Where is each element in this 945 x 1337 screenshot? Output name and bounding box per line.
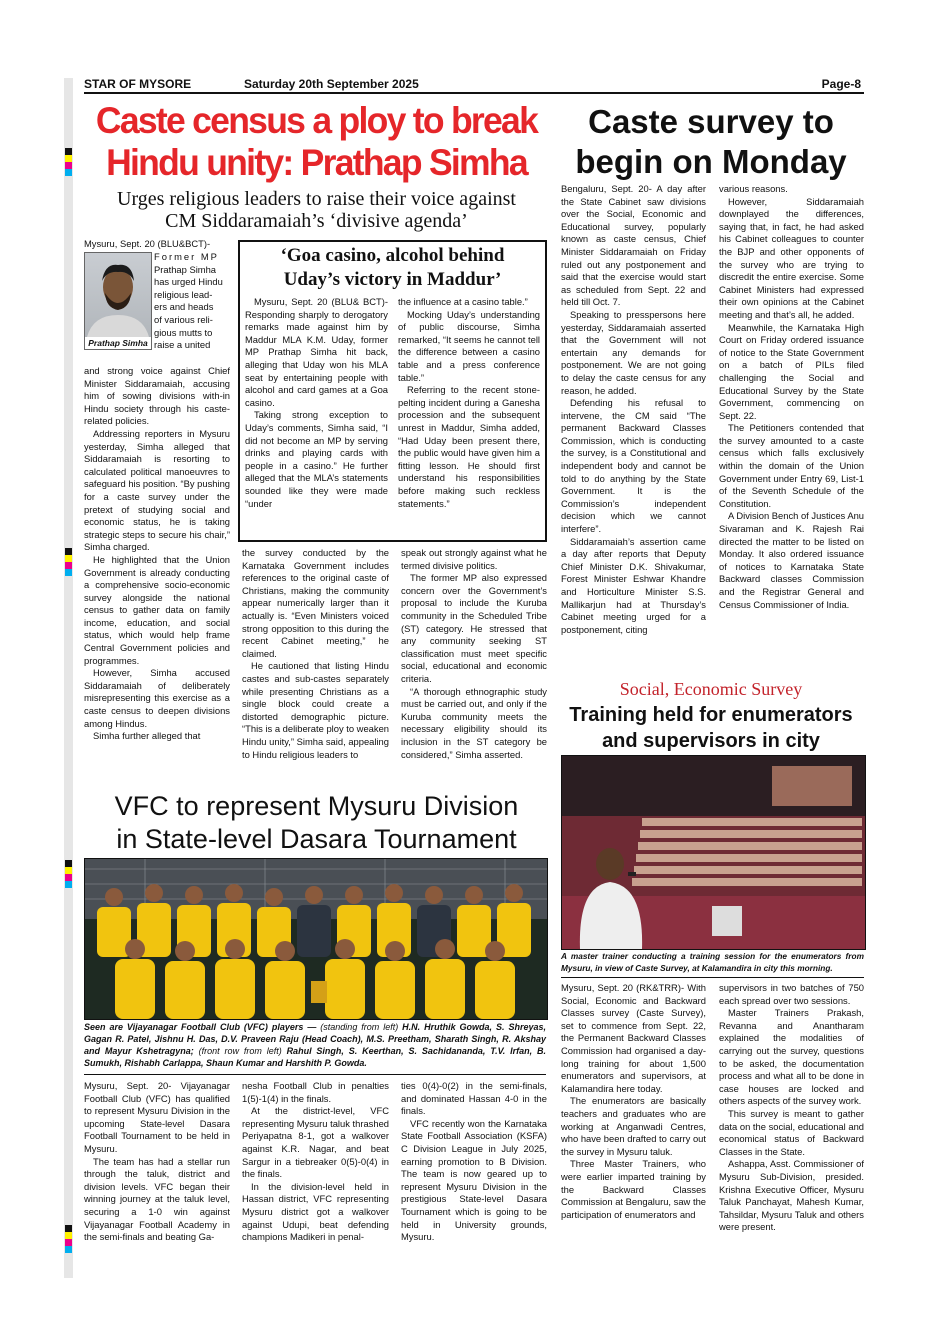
paragraph: The enumerators are basically teachers and graduates who are working at Anganwadi Centres, who have been drafted to carry out the survey in Mysuru taluk. bbox=[561, 1095, 706, 1157]
caption-standing-note: (standing from left) bbox=[320, 1022, 399, 1032]
auditorium-scene-icon bbox=[562, 756, 865, 949]
paragraph: Defending his refusal to intervene, the CM said “The permanent Backward Classes Commission, which is conducting the survey, is a Constitutional and independent body and cannot be told to do anything by the State Government. It is the Commission’s independent decision which we cannot interfere”. bbox=[561, 397, 706, 535]
story1-col1 bbox=[84, 365, 230, 785]
story1-deck bbox=[84, 188, 549, 232]
paragraph: Mysuru, Sept. 20 (BLU& BCT)- Responding sharply to derogatory remarks made against him by Maddur MLA K.M. Uday, former MP Prathap Simha hit back, alleging that Uday won his MLA seat by entertaining people with alcohol and card games at a Goa casino. bbox=[245, 296, 388, 408]
story1-deck-line1: Urges religious leaders to raise their voice against bbox=[117, 188, 516, 210]
paragraph: speak out strongly against what he termed divisive politics. bbox=[401, 547, 547, 571]
paragraph: In the division-level held in Hassan district, VFC representing Mysuru district got a walkover against Udupi, beat defending champions Madikeri in penal- bbox=[242, 1180, 389, 1243]
box-title-line1: ‘Goa casino, alcohol behind bbox=[280, 245, 505, 266]
paragraph: He highlighted that the Union Government is already conducting a comprehensive socio-economic survey alongside the national census to gather data on family income, education, and social status, which would help frame Central Government policies and programmes. bbox=[84, 553, 230, 666]
caption-front: Rahul Singh, S. Keerthan, S. Sachidananda, T.V. Irfan, B. Sumukh, Rishabh Carlappa, Shaun Kumar and Harshith P. Gowda. bbox=[84, 1046, 546, 1068]
story1-col1-wrap-lines bbox=[154, 251, 230, 352]
portrait-icon bbox=[85, 253, 151, 337]
paragraph: the survey conducted by the Karnataka Government includes references to the original caste of Christians, making the community appear numerically larger than it actually is. “Even Ministers voiced strong opposition to this during the recent Cabinet meeting,” he claimed. bbox=[242, 547, 389, 659]
paragraph: the influence at a casino table.” bbox=[398, 296, 528, 307]
paragraph: various reasons. bbox=[719, 183, 788, 194]
page-number: Page-8 bbox=[821, 77, 861, 91]
story3-col2 bbox=[719, 982, 864, 1267]
story1-deck-line2: CM Siddaramaiah’s ‘divisive agenda’ bbox=[165, 210, 468, 232]
paragraph: However, Simha accused Siddaramaiah of deliberately misrepresenting this exercise as a caste census to deepen divisions among Hindus. bbox=[84, 667, 230, 729]
story4-col2 bbox=[242, 1080, 389, 1268]
masthead-rule bbox=[84, 92, 864, 94]
caption-standing: H.N. Hruthik Gowda, S. Shreyas, Gagan R. Patel, Jishnu H. Das, D.V. Praveen Raju (Head Coach), M.S. Preetham, Sharath Singh, R. Akshay and Mayur Kshetragyna; bbox=[84, 1022, 546, 1056]
paragraph: supervisors in two batches of 750 each spread over two sessions. bbox=[719, 982, 864, 1006]
paragraph: He cautioned that listing Hindu castes and sub-castes separately while presenting Christians as a single block could create a distorted demographic picture. “This is a deliberate ploy to weaken Hindu unity,” Simha said, appealing to Hindu religious leaders to bbox=[242, 660, 389, 760]
box-title-line2: Uday’s victory in Maddur’ bbox=[283, 269, 502, 290]
paragraph: Simha further alleged that bbox=[93, 730, 201, 742]
paragraph: Three Master Trainers, who were earlier imparted training by the Backward Classes Commission at Bengaluru, saw the participation of enumerators and bbox=[561, 1158, 706, 1220]
wrap-line: of various reli- bbox=[154, 313, 213, 325]
paragraph: This survey is meant to gather data on the social, educational and economical status of Backward Classes in the State. bbox=[719, 1107, 864, 1157]
wrap-line: Prathap Simha bbox=[154, 263, 217, 275]
paragraph: The former MP also expressed concern over the Government’s proposal to include the Kuruba community in the Scheduled Tribe (ST) category. He stressed that any community seeking ST classification must meet specific social, educational and economic criteria. bbox=[401, 572, 547, 684]
story2-headline bbox=[556, 102, 866, 182]
vfc-photo-caption bbox=[84, 1021, 546, 1069]
story3-headline-line2: and supervisors in city bbox=[602, 730, 820, 752]
paragraph: A Division Bench of Justices Anu Sivaraman and K. Rajesh Rai directed the matter to be listed on Monday. It also ordered issuance of notices to Karnataka State Backward classes Commission and the Registrar General and Census Commissioner of India. bbox=[719, 510, 864, 610]
story1-headline bbox=[93, 100, 539, 184]
story2-headline-line2: begin on Monday bbox=[575, 143, 847, 180]
paragraph: VFC recently won the Karnataka State Football Association (KSFA) C Division League in July 2025, earning promotion to B Division. The team is now geared up to represent Mysuru Division in the prestigious State-level Dasara Tournament which is going to be held in University grounds, Mysuru. bbox=[401, 1117, 547, 1243]
paragraph: Speaking to presspersons here yesterday, Siddaramaiah asserted that the Government will not entertain any demands for postponement. We are not going to delay the caste census for any reason, he added. bbox=[561, 308, 706, 396]
football-team-scene-icon bbox=[85, 859, 547, 1019]
goa-casino-box-title bbox=[240, 244, 545, 292]
paragraph: Mysuru, Sept. 20- Vijayanagar Football Club (VFC) has qualified to represent Mysuru Division in the upcoming State-level Dasara Football Tournament to be held in Mysuru. bbox=[84, 1080, 230, 1154]
story1-dateline: Mysuru, Sept. 20 (BLU&BCT)- bbox=[84, 238, 211, 249]
story2-headline-line1: Caste survey to bbox=[588, 103, 834, 140]
training-caption-rule bbox=[561, 977, 864, 978]
paragraph: However, Siddaramaiah downplayed the differences, saying that, in fact, he had asked his Cabinet colleagues to counter the BJP and other opponents of the survey who are trying to discredit the entire exercise. Some Cabinet Ministers had expressed their own opinions at the Cabinet meeting and that’s all, he added. bbox=[719, 195, 864, 320]
registration-mark bbox=[65, 1225, 72, 1253]
paragraph: Siddaramaiah’s assertion came a day after reports that Deputy Chief Minister D.K. Shivakumar, Forest Minister Eshwar Khandre and Horticulture Minister S.S. Mallikarjun had at Thursday’s Cabinet meeting urged for a postponement, citing bbox=[561, 535, 706, 635]
story1-col3 bbox=[401, 547, 547, 787]
story2-col1 bbox=[561, 183, 706, 673]
paragraph: Taking strong exception to Uday’s comments, Simha said, “I did not become an MP by serving drinks and playing cards with people in a casino.” He further alleged that the MLA’s statements sounded like they were made “under bbox=[245, 409, 388, 509]
paragraph: The team has had a stellar run through the taluk, district and division levels. VFC began their winning journey at the taluk level, securing a 1-0 win against Vijayanagar Football Academy in the semi-finals and beating Ga- bbox=[84, 1155, 230, 1243]
paragraph: Meanwhile, the Karnataka High Court on Friday ordered issuance of notice to the State Government on a batch of PILs filed challenging the Social and Educational Survey by the State Government, commencing on Sept. 22. bbox=[719, 321, 864, 421]
paragraph: Mysuru, Sept. 20 (RK&TRR)- With Social, Economic and Backward Classes survey (Caste Survey), set to commence from Sept. 22, the Permanent Backward Classes Commission had organised a day-long training for about 1,500 enumerators and supervisors, at Kalamandira here today. bbox=[561, 982, 706, 1094]
story4-headline bbox=[84, 790, 549, 856]
goa-casino-box-col2 bbox=[398, 296, 540, 536]
paragraph: Referring to the recent stone-pelting incident during a Ganesha procession and the subsequent unrest in Maddur, Simha added, “Had Uday been present there, the public would have given him a fitting lesson. He should first understand his responsibilities before making such reckless statements.” bbox=[398, 384, 540, 509]
registration-mark bbox=[65, 148, 72, 176]
wrap-line: has urged Hindu bbox=[154, 276, 223, 288]
story1-col2 bbox=[242, 547, 389, 787]
paragraph: At the district-level, VFC representing Mysuru taluk thrashed Periyapatna 8-1, got a walkover against K.R. Nagar, and beat Sargur in a tiebreaker 0(5)-0(4) in the finals. bbox=[242, 1105, 389, 1180]
paragraph: Master Trainers Prakash, Revanna and Anantharam explained the modalities of carrying out the survey, questions to be asked, the documentation process and what all to be done in case houses are locked and others aspects of the survey work. bbox=[719, 1007, 864, 1107]
registration-mark bbox=[65, 860, 72, 888]
vfc-caption-rule bbox=[84, 1074, 546, 1075]
story3-headline-line1: Training held for enumerators bbox=[569, 704, 853, 726]
paragraph: Mocking Uday’s understanding of public discourse, Simha remarked, “It seems he cannot tell the difference between a casino table and a press conference table.” bbox=[398, 308, 540, 383]
paragraph: and strong voice against Chief Minister Siddaramaiah, accusing him of sowing divisions with-in Hindu society through his caste-related policies. bbox=[84, 365, 230, 427]
story1-headline-line2: Hindu unity: Prathap Simha bbox=[106, 142, 527, 183]
story4-col3 bbox=[401, 1080, 547, 1268]
registration-mark bbox=[65, 548, 72, 576]
issue-date: Saturday 20th September 2025 bbox=[244, 77, 419, 91]
caption-lead: Seen are Vijayanagar Football Club (VFC) players — bbox=[84, 1022, 317, 1032]
prathap-simha-photo bbox=[84, 252, 152, 350]
story1-col1-wrap bbox=[84, 238, 230, 251]
paragraph: nesha Football Club in penalties 1(5)-1(4) in the finals. bbox=[242, 1080, 389, 1104]
training-session-photo bbox=[561, 755, 866, 950]
paragraph: The Petitioners contended that the survey amounted to a caste census which falls exclusively within the domain of the Union Government under Entry 69, List-1 of the Seventh Schedule of the Constitution. bbox=[719, 422, 864, 509]
story4-headline-line2: in State-level Dasara Tournament bbox=[116, 824, 517, 854]
caption-front-note: (front row from left) bbox=[198, 1046, 282, 1056]
goa-casino-box-col1 bbox=[245, 296, 388, 536]
wrap-line: religious lead- bbox=[154, 288, 213, 300]
story1-headline-line1: Caste census a ploy to break bbox=[95, 100, 538, 141]
story3-headline bbox=[556, 702, 866, 754]
margin-strip bbox=[64, 78, 73, 1278]
story3-col1 bbox=[561, 982, 706, 1267]
paragraph: Ashappa, Asst. Commissioner of Mysuru Sub-Division, presided. Krishna Executive Officer, Mysuru Taluk Panchayat, Mahesh Kumar, Tahsildar, Mysuru Taluk and others were present. bbox=[719, 1158, 864, 1233]
story4-headline-line1: VFC to represent Mysuru Division bbox=[114, 791, 519, 821]
wrap-line: gious mutts to bbox=[154, 326, 213, 338]
wrap-line: raise a united bbox=[154, 339, 211, 351]
wrap-line: ers and heads bbox=[154, 301, 214, 313]
paragraph: Addressing reporters in Mysuru yesterday, Simha alleged that Siddaramaiah is resorting to calculated political manoeuvres to safeguard his position. “By pushing for a caste survey under the pretext of studying social and economic status, he is taking strategic steps to secure his chair,” Simha charged. bbox=[84, 427, 230, 553]
story3-kicker: Social, Economic Survey bbox=[619, 679, 803, 699]
story2-col2 bbox=[719, 183, 864, 673]
training-photo-caption: A master trainer conducting a training session for the enumerators from Mysuru, in view of Caste Survey, at Kalamandira in city this morning. bbox=[561, 951, 864, 973]
paragraph: ties 0(4)-0(2) in the semi-finals, and dominated Hassan 4-0 in the finals. bbox=[401, 1080, 547, 1117]
prathap-simha-caption: Prathap Simha bbox=[85, 337, 151, 349]
story4-col1 bbox=[84, 1080, 230, 1268]
paragraph: “A thorough ethnographic study must be carried out, and only if the Kuruba community meets the necessary eligibility should its inclusion in the ST category be considered,” Simha asserted. bbox=[401, 685, 547, 760]
paper-name: STAR OF MYSORE bbox=[84, 77, 192, 91]
vfc-team-photo bbox=[84, 858, 548, 1020]
paragraph: Bengaluru, Sept. 20- A day after the State Cabinet saw divisions over the Social, Economic and Educational survey, popularly known as caste census, Chief Minister Siddaramaiah on Friday ruled out any postponement and said that the exercise would start as scheduled from Sept. 22 and held till Oct. 7. bbox=[561, 183, 706, 308]
wrap-line: Former MP bbox=[154, 251, 219, 262]
